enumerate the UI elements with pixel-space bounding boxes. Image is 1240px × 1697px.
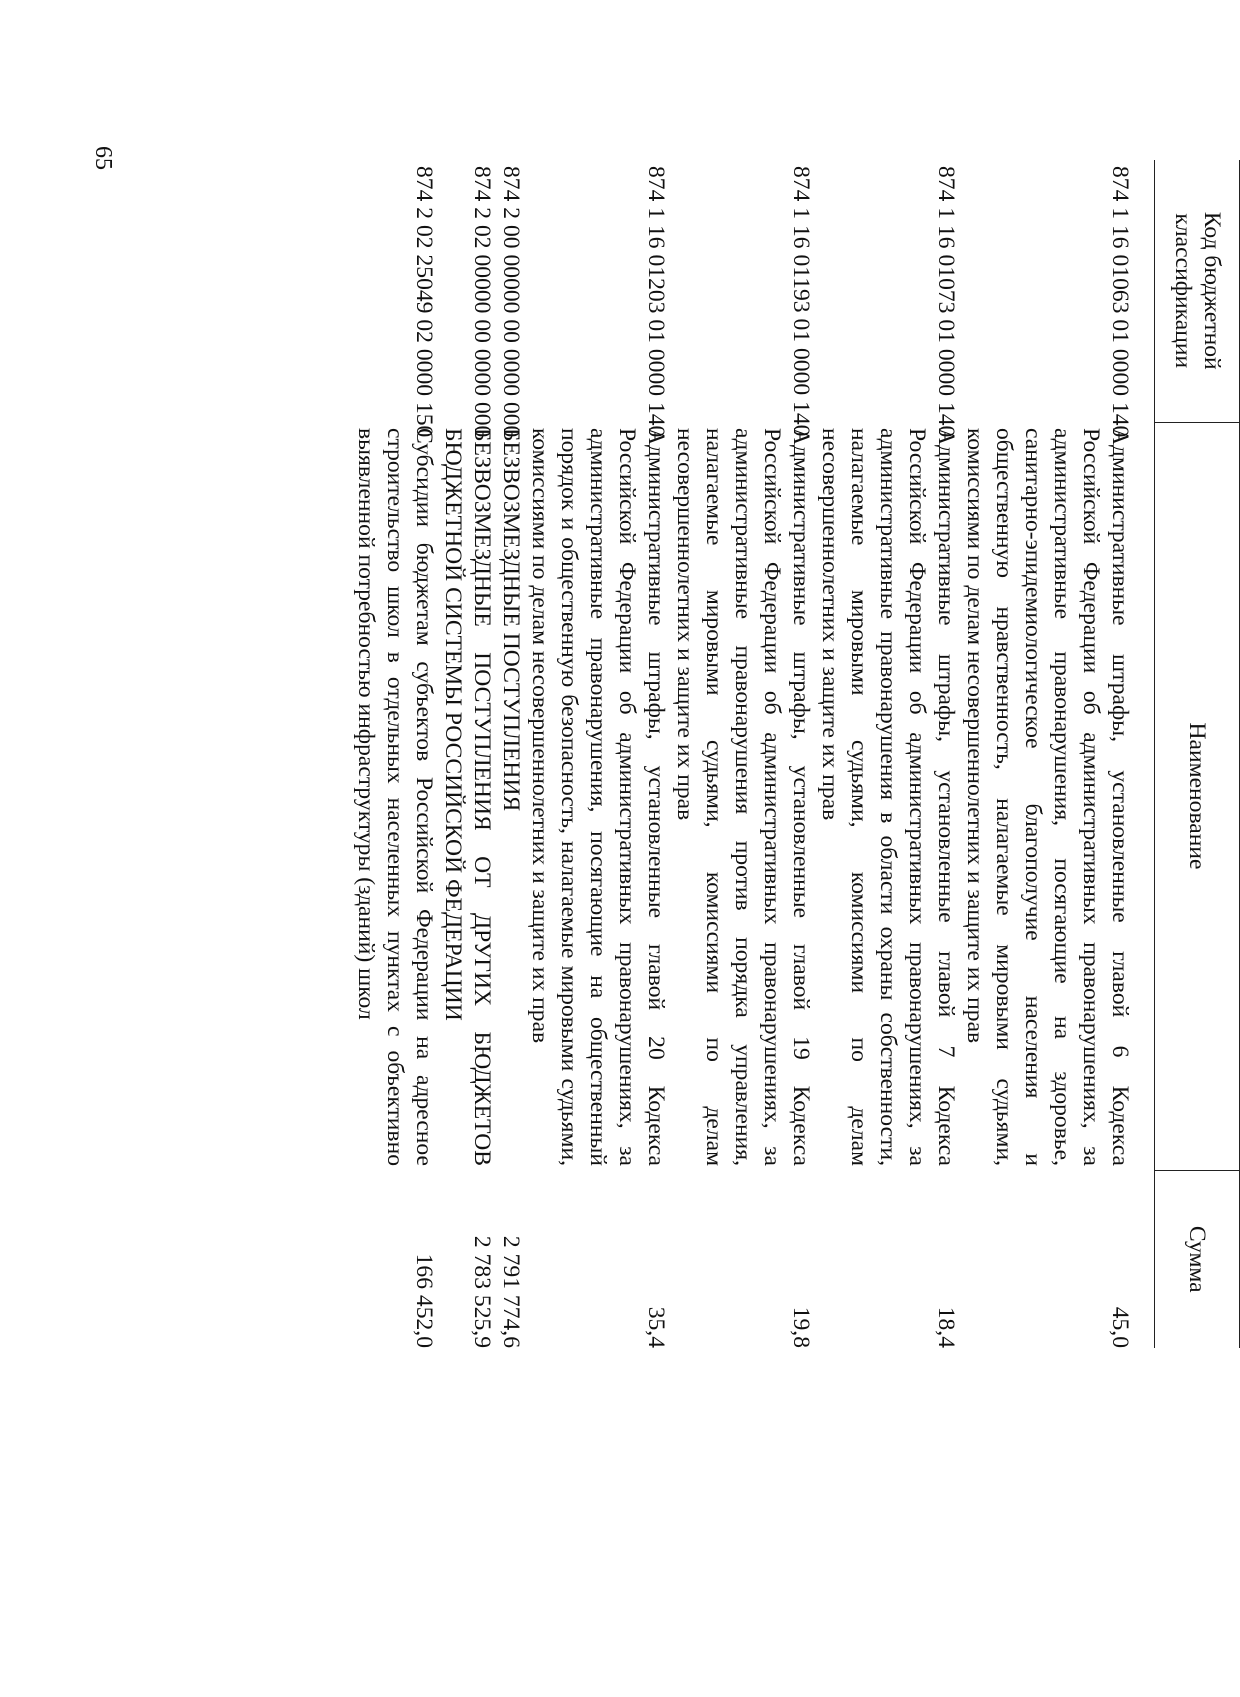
header-sum: Сумма	[1155, 1170, 1240, 1348]
cell-spacer	[815, 1348, 960, 1580]
table-row	[438, 160, 496, 1580]
page-number: 65	[90, 146, 116, 170]
cell-spacer	[438, 1348, 496, 1580]
table-row	[351, 160, 438, 1580]
cell-code: 874 1 16 01203 01 0000 140	[643, 166, 669, 438]
cell-sum: 18,4	[933, 1306, 959, 1348]
header-name: Наименование	[1155, 422, 1240, 1170]
cell-spacer	[670, 1348, 815, 1580]
cell-name: Субсидии бюджетам субъектов Российской Федерации на адресное строительство школ в отдельных населенных пунктах с объективно выявленной потребностью инфраструктуры (зданий) школ	[353, 428, 437, 1166]
table-row	[670, 160, 815, 1580]
rotated-table-page	[150, 160, 1240, 1580]
header-spacer	[1155, 1348, 1240, 1580]
cell-code: 874 2 02 00000 00 0000 000	[469, 166, 495, 438]
cell-code: 874 2 00 00000 00 0000 000	[498, 166, 524, 438]
cell-name: Административные штрафы, установленные главой 20 Кодекса Российской Федерации об административных правонарушениях, за административные правонарушения, посягающие на общественный порядок и общественную безопасность, налагаемые мировыми судьями, комиссиями по делам несовершеннолетних и защите их прав	[527, 428, 669, 1166]
table-row	[525, 160, 670, 1580]
cell-sum: 2 783 525,9	[469, 1235, 495, 1348]
cell-name: Административные штрафы, установленные главой 19 Кодекса Российской Федерации об административных правонарушениях, за административные правонарушения против порядка управления, налагаемые мировыми судьями, комиссиями по делам несовершеннолетних и защите их прав	[672, 428, 814, 1166]
cell-name: БЕЗВОЗМЕЗДНЫЕ ПОСТУПЛЕНИЯ ОТ ДРУГИХ БЮДЖЕТОВ БЮДЖЕТНОЙ СИСТЕМЫ РОССИЙСКОЙ ФЕДЕРАЦИИ	[440, 428, 495, 1166]
cell-name: Административные штрафы, установленные главой 6 Кодекса Российской Федерации об административных правонарушениях, за административные правонарушения, посягающие на здоровье, санитарно-эпидемиологическое благополучие населения и общественную нравственность, налагаемые мировыми судьями, комиссиями по делам несовершеннолетних и защите их прав	[962, 428, 1133, 1166]
spacer-row	[1134, 160, 1155, 1580]
budget-table	[351, 160, 1240, 1580]
table-header-row	[1155, 160, 1240, 1580]
cell-sum: 45,0	[1107, 1306, 1133, 1348]
cell-sum: 2 791 774,6	[498, 1235, 524, 1348]
cell-name: Административные штрафы, установленные главой 7 Кодекса Российской Федерации об административных правонарушениях, за административные правонарушения в области охраны собственности, налагаемые мировыми судьями, комиссиями по делам несовершеннолетних и защите их прав	[817, 428, 959, 1166]
cell-sum: 19,8	[788, 1306, 814, 1348]
table-row	[496, 160, 525, 1580]
cell-code: 874 1 16 01063 01 0000 140	[1107, 166, 1133, 438]
cell-code: 874 1 16 01073 01 0000 140	[933, 166, 959, 438]
cell-name: БЕЗВОЗМЕЗДНЫЕ ПОСТУПЛЕНИЯ	[498, 428, 524, 812]
spacer-cell	[1134, 160, 1155, 1580]
table-row	[960, 160, 1134, 1580]
cell-sum: 166 452,0	[411, 1253, 437, 1348]
header-code: Код бюджетной классификации	[1155, 160, 1240, 422]
cell-sum: 35,4	[643, 1306, 669, 1348]
cell-code: 874 2 02 25049 02 0000 150	[411, 166, 437, 438]
cell-spacer	[960, 1348, 1134, 1580]
table-row	[815, 160, 960, 1580]
cell-spacer	[525, 1348, 670, 1580]
cell-code: 874 1 16 01193 01 0000 140	[788, 166, 814, 437]
cell-spacer	[351, 1348, 438, 1580]
cell-spacer	[496, 1348, 525, 1580]
